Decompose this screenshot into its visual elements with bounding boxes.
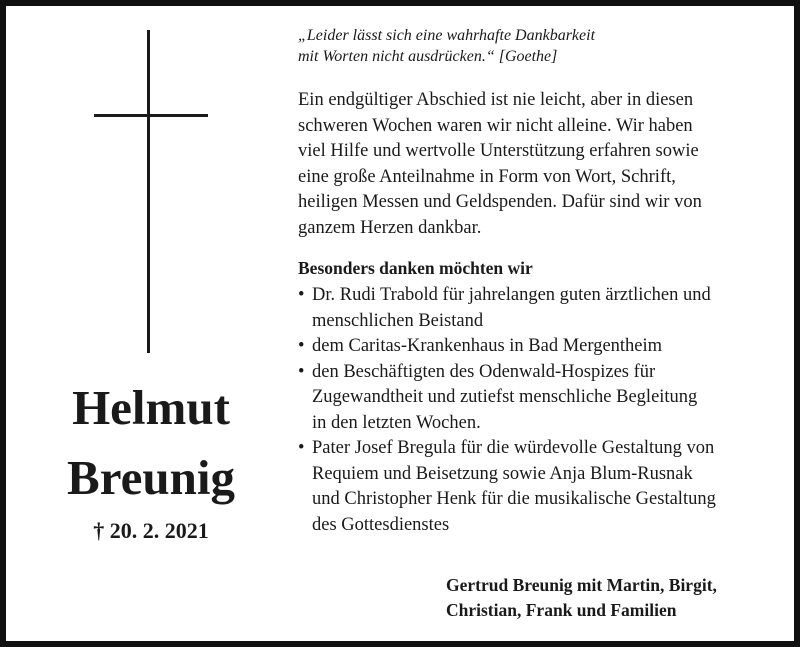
thanks-list [298,283,773,538]
quote-line: „Leider lässt sich eine wahrhafte Dankbarkeit [298,27,596,44]
signature-line: Christian, Frank und Familien [446,600,677,620]
thanks-item-line: dem Caritas-Krankenhaus in Bad Mergentheim [312,336,663,356]
thanks-item [298,334,773,360]
signature-line: Gertrud Breunig mit Martin, Birgit, [446,575,717,595]
deceased-first-name: Helmut [72,380,230,435]
bullet-icon: • [298,336,305,356]
thanks-item [298,360,773,437]
thanks-heading: Besonders danken möchten wir [298,258,533,278]
bullet-icon: • [298,361,305,382]
bullet-icon: • [298,285,305,305]
thanks-item-line: Pater Josef Bregula für die würdevolle Gestaltung von [312,438,715,458]
signature-block [446,573,786,623]
thanks-item-line: menschlichen Beistand [312,310,484,331]
quote-line: mit Worten nicht ausdrücken.“ [Goethe] [298,48,558,65]
intro-paragraph [298,88,773,241]
thanks-item-line: den Beschäftigten des Odenwald-Hospizes für [312,361,656,382]
thanks-item [298,283,773,334]
thanks-item-line: Requiem und Beisetzung sowie Anja Blum-Rusnak [312,463,693,484]
intro-line: eine große Anteilnahme in Form von Wort, Schrift, [298,166,676,187]
cross-horizontal-bar [94,114,208,117]
intro-line: schweren Wochen waren wir nicht alleine. Wir haben [298,115,693,136]
thanks-item-line: in den letzten Wochen. [312,412,481,433]
intro-line: heiligen Messen und Geldspenden. Dafür sind wir von [298,192,702,212]
intro-line: viel Hilfe und wertvolle Unterstützung erfahren sowie [298,141,699,161]
thanks-item-line: Dr. Rudi Trabold für jahrelangen guten ärztlichen und [312,285,711,305]
deceased-last-name: Breunig [67,450,235,505]
thanks-item [298,436,773,538]
intro-line: Ein endgültiger Abschied ist nie leicht, aber in diesen [298,90,694,110]
death-date: † 20. 2. 2021 [93,518,209,543]
thanks-item-line: des Gottesdienstes [312,514,450,535]
intro-line: ganzem Herzen dankbar. [298,217,482,238]
cross-vertical-bar [147,30,150,353]
thanks-item-line: und Christopher Henk für die musikalische Gestaltung [312,489,716,509]
goethe-quote [298,25,768,67]
thanks-item-line: Zugewandtheit und zutiefst menschliche Begleitung [312,387,698,407]
bullet-icon: • [298,438,305,458]
